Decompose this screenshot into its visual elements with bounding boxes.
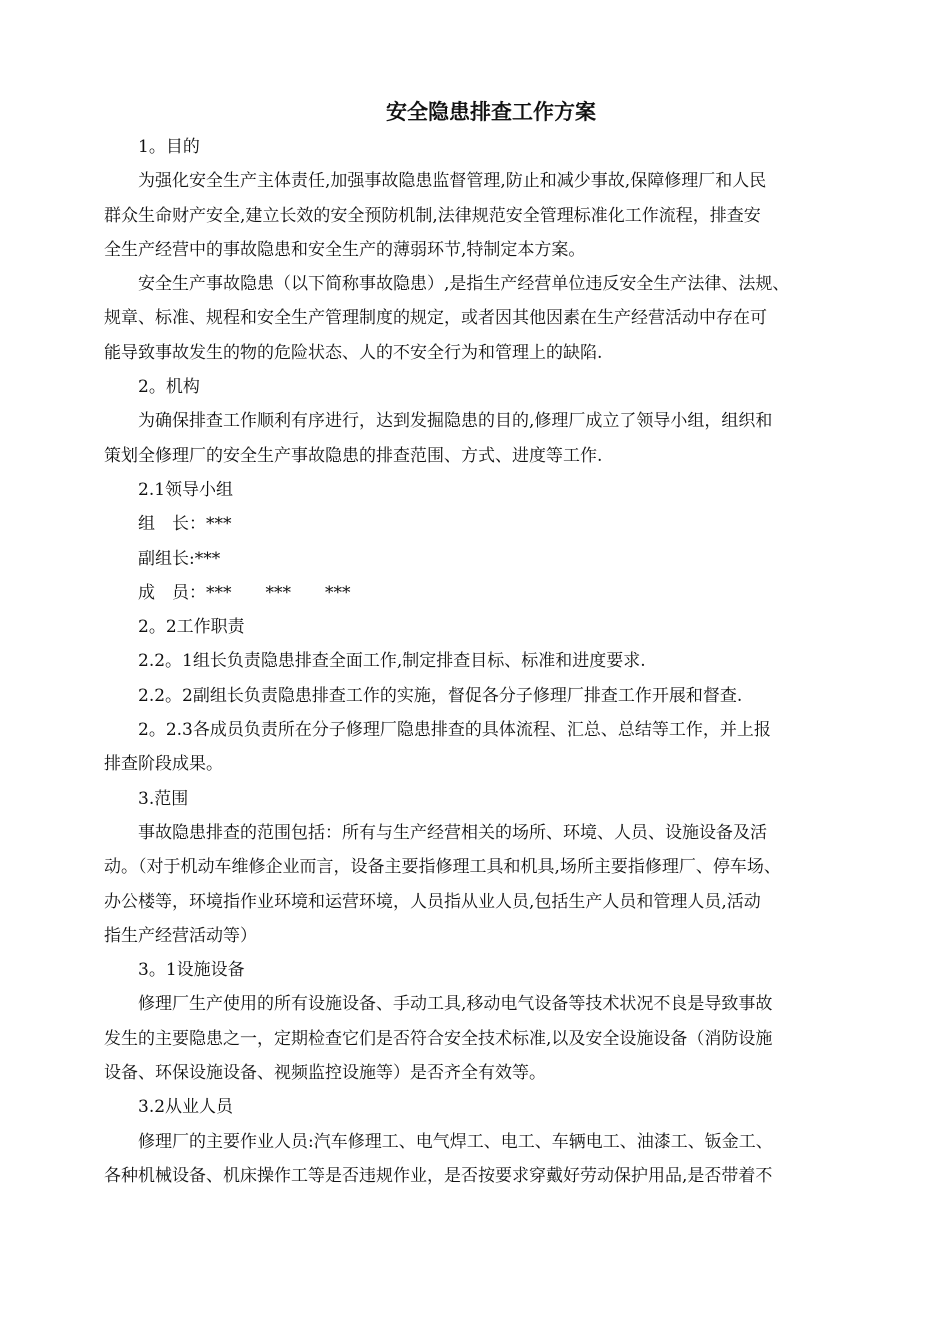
paragraph-line: 为确保排查工作顺利有序进行，达到发掘隐患的目的,修理厂成立了领导小组，组织和 bbox=[138, 411, 773, 432]
paragraph-line: 修理厂生产使用的所有设施设备、手动工具,移动电气设备等技术状况不良是导致事故 bbox=[138, 994, 773, 1015]
paragraph-line: 2.2。1组长负责隐患排查全面工作,制定排查目标、标准和进度要求. bbox=[138, 651, 646, 672]
paragraph-line: 2.1领导小组 bbox=[138, 479, 234, 500]
paragraph-line: 3。1设施设备 bbox=[138, 960, 245, 981]
paragraph-line: 副组长:*** bbox=[138, 548, 221, 569]
paragraph-line: 2。机构 bbox=[138, 377, 200, 398]
paragraph-line: 指生产经营活动等） bbox=[104, 925, 257, 946]
paragraph-line: 各种机械设备、机床操作工等是否违规作业，是否按要求穿戴好劳动保护用品,是否带着不 bbox=[104, 1165, 773, 1186]
paragraph-line: 动。（对于机动车维修企业而言，设备主要指修理工具和机具,场所主要指修理厂、停车场、 bbox=[104, 857, 781, 878]
document-title: 安全隐患排查工作方案 bbox=[386, 100, 596, 124]
paragraph-line: 群众生命财产安全,建立长效的安全预防机制,法律规范安全管理标准化工作流程，排查安 bbox=[104, 205, 761, 226]
paragraph-line: 发生的主要隐患之一，定期检查它们是否符合安全技术标准,以及安全设施设备（消防设施 bbox=[104, 1028, 773, 1049]
paragraph-line: 办公楼等，环境指作业环境和运营环境，人员指从业人员,包括生产人员和管理人员,活动 bbox=[104, 891, 761, 912]
paragraph-line: 为强化安全生产主体责任,加强事故隐患监督管理,防止和减少事故,保障修理厂和人民 bbox=[138, 171, 767, 192]
paragraph-line: 能导致事故发生的物的危险状态、人的不安全行为和管理上的缺陷. bbox=[104, 342, 603, 363]
paragraph-line: 成 员：*** *** *** bbox=[138, 582, 351, 603]
paragraph-line: 组 长：*** bbox=[138, 514, 232, 535]
paragraph-line: 全生产经营中的事故隐患和安全生产的薄弱环节,特制定本方案。 bbox=[104, 239, 586, 260]
paragraph-line: 事故隐患排查的范围包括：所有与生产经营相关的场所、环境、人员、设施设备及活 bbox=[138, 822, 767, 843]
paragraph-line: 2.2。2副组长负责隐患排查工作的实施，督促各分子修理厂排查工作开展和督查. bbox=[138, 685, 743, 706]
paragraph-line: 3.范围 bbox=[138, 788, 189, 809]
paragraph-line: 2。2工作职责 bbox=[138, 617, 245, 638]
paragraph-line: 2。2.3各成员负责所在分子修理厂隐患排查的具体流程、汇总、总结等工作，并上报 bbox=[138, 720, 771, 741]
paragraph-line: 排查阶段成果。 bbox=[104, 754, 223, 775]
paragraph-line: 修理厂的主要作业人员:汽车修理工、电气焊工、电工、车辆电工、油漆工、钣金工、 bbox=[138, 1131, 773, 1152]
paragraph-line: 设备、环保设施设备、视频监控设施等）是否齐全有效等。 bbox=[104, 1063, 546, 1084]
paragraph-line: 规章、标准、规程和安全生产管理制度的规定，或者因其他因素在生产经营活动中存在可 bbox=[104, 308, 767, 329]
paragraph-line: 1。目的 bbox=[138, 137, 200, 157]
paragraph-line: 3.2从业人员 bbox=[138, 1097, 234, 1118]
document-body bbox=[104, 130, 858, 1193]
paragraph-line: 安全生产事故隐患（以下简称事故隐患）,是指生产经营单位违反安全生产法律、法规、 bbox=[138, 274, 790, 295]
paragraph-line: 策划全修理厂的安全生产事故隐患的排查范围、方式、进度等工作. bbox=[104, 445, 603, 466]
